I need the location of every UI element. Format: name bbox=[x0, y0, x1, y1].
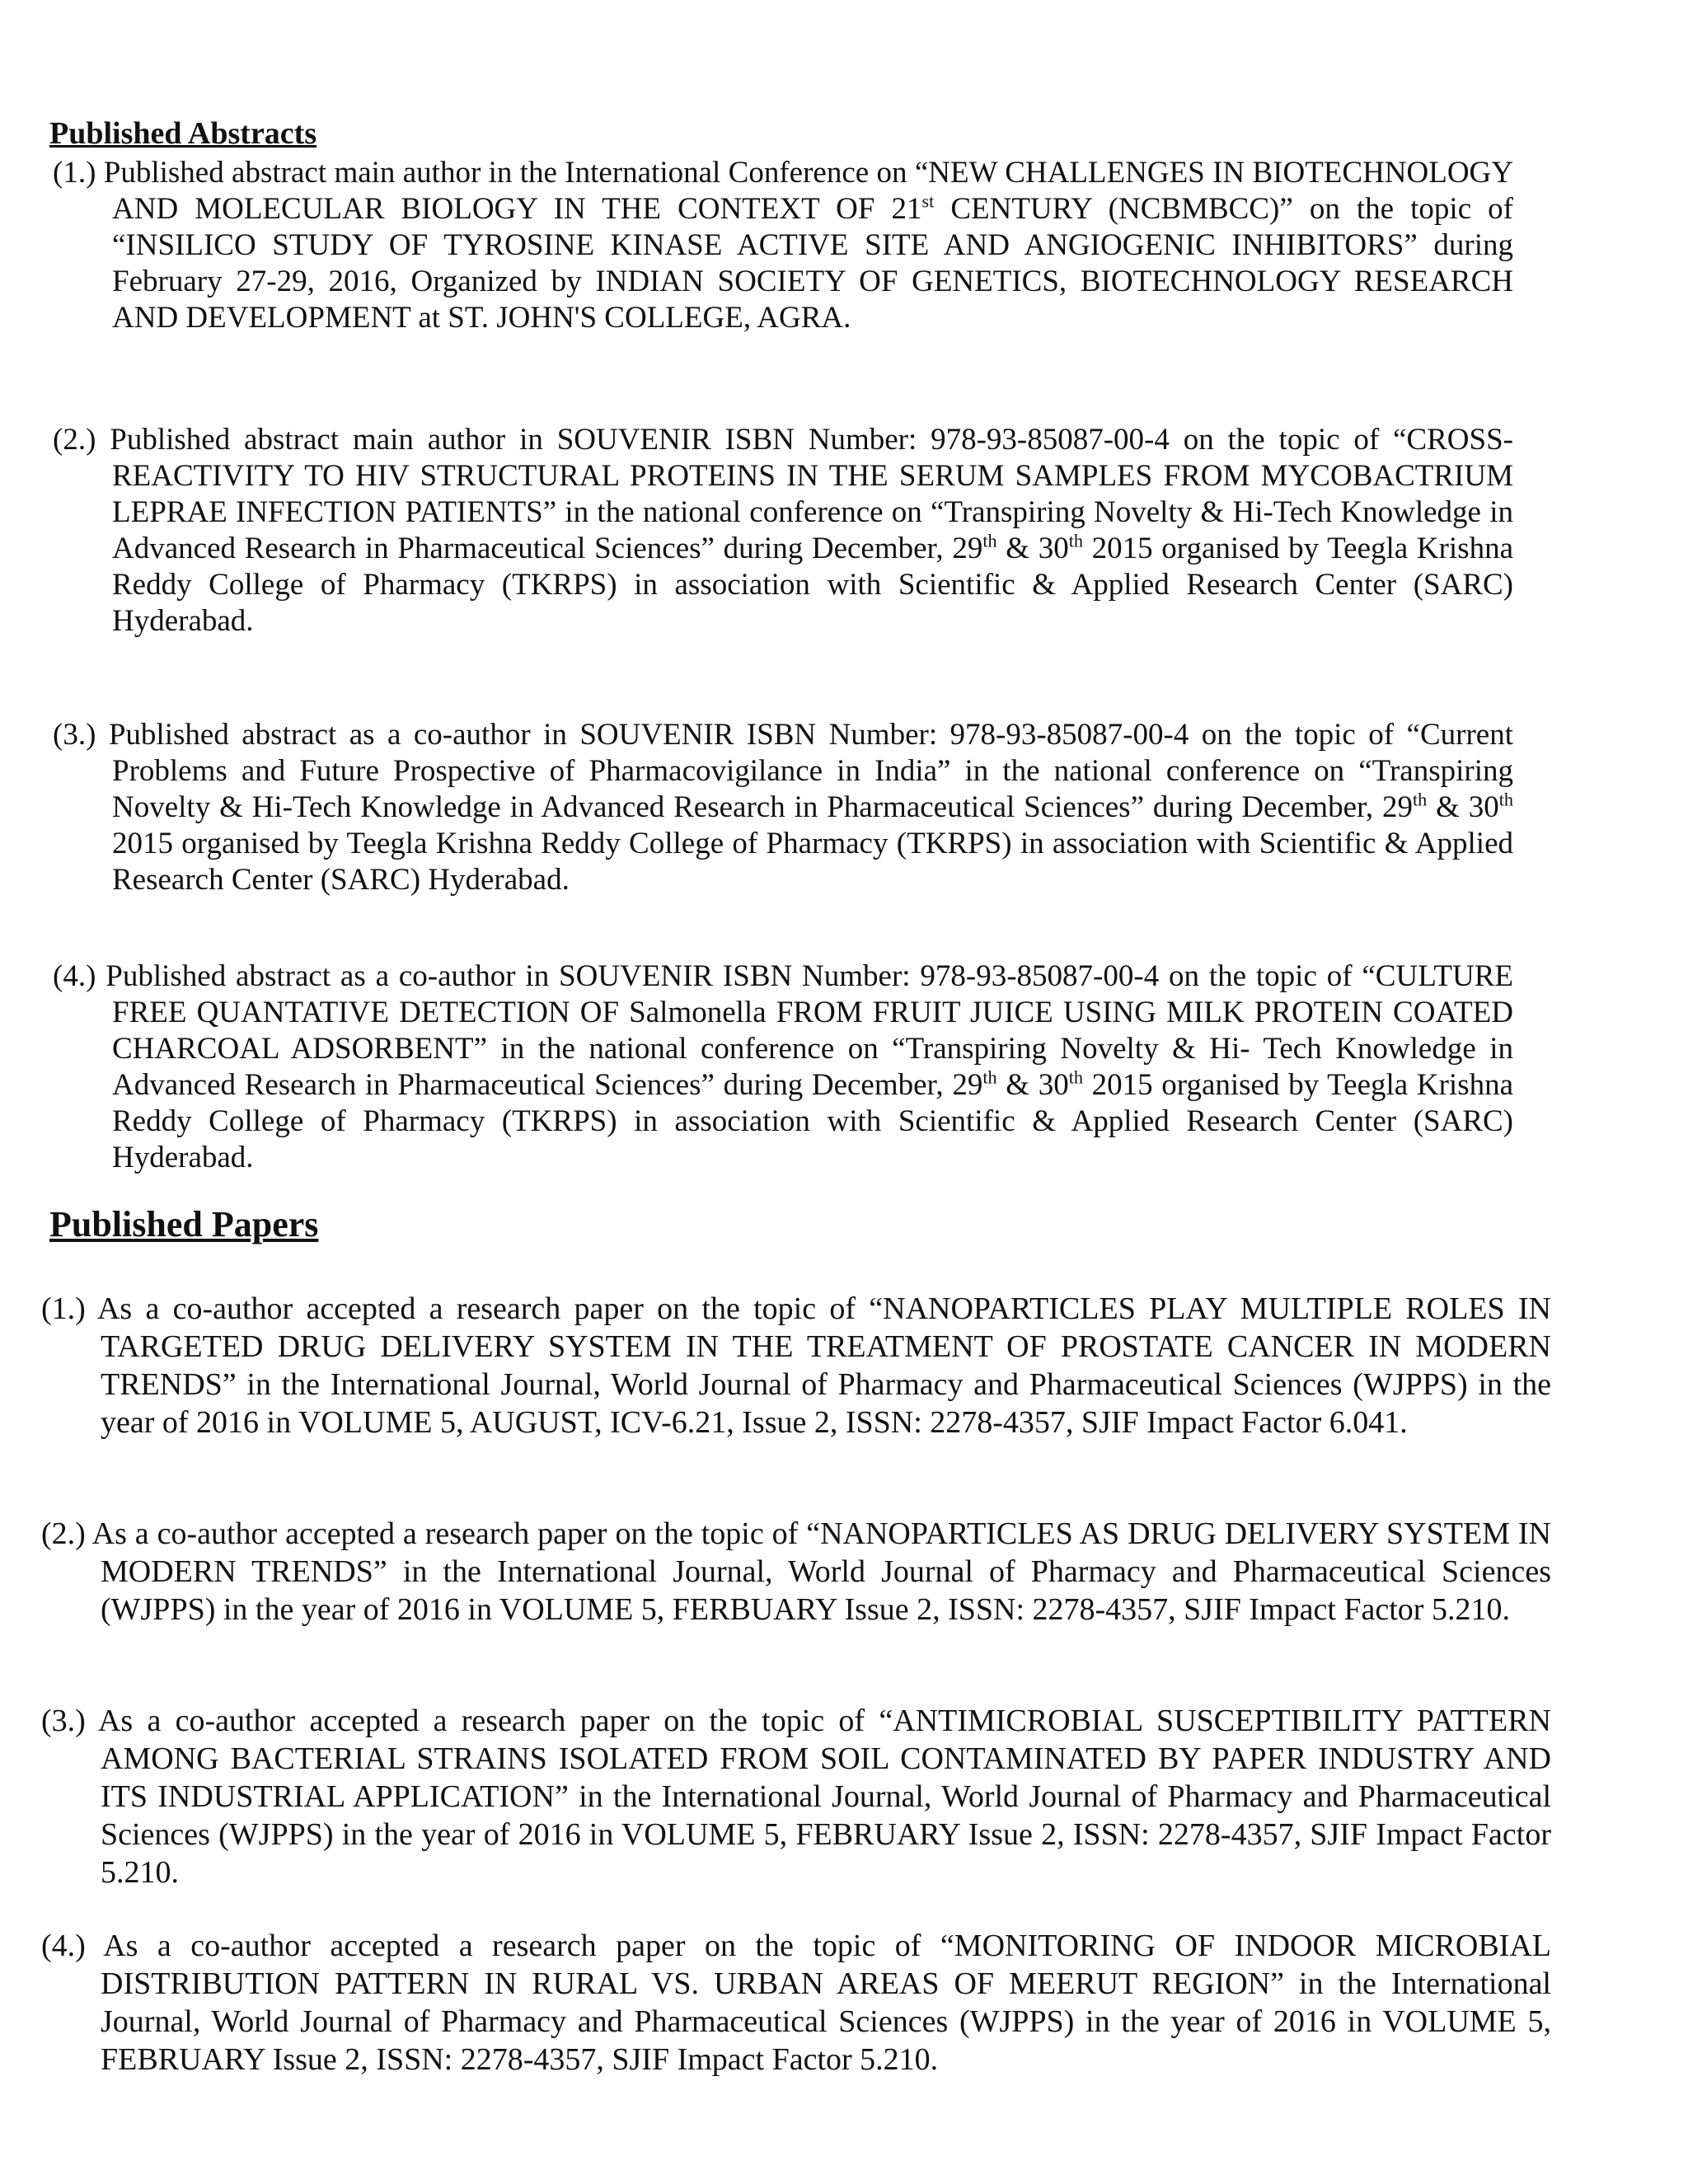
superscript: th bbox=[982, 530, 997, 551]
paper-item bbox=[41, 1515, 1551, 1629]
superscript: th bbox=[982, 1066, 997, 1088]
abstract-number: (4.) bbox=[53, 959, 96, 993]
published-abstracts-heading: Published Abstracts bbox=[49, 116, 317, 151]
superscript: th bbox=[1068, 1066, 1083, 1088]
abstract-number: (2.) bbox=[53, 423, 96, 457]
abstract-item bbox=[53, 958, 1513, 1176]
superscript: th bbox=[1068, 530, 1083, 551]
abstract-number: (3.) bbox=[53, 718, 96, 752]
published-papers-heading: Published Papers bbox=[49, 1204, 319, 1244]
abstract-text: 2015 organised by Teegla Krishna Reddy College of Pharmacy (TKRPS) in association with Scientific & Applied Research Center (SARC) Hyderabad. bbox=[112, 1068, 1514, 1174]
paper-text: As a co-author accepted a research paper on the topic of “ANTIMICROBIAL SUSCEPTIBILITY PATTERN AMONG BACTERIAL STRAINS ISOLATED FROM SOIL CONTAMINATED BY PAPER INDUSTRY AND ITS INDUSTRIAL APPLICATION” in the International Journal, World Journal of Pharmacy and Pharmaceutical Sciences (WJPPS) in the year of 2016 in VOLUME 5, FEBRUARY Issue 2, ISSN: 2278-4357, SJIF Impact Factor 5.210. bbox=[97, 1704, 1551, 1890]
paper-number: (3.) bbox=[41, 1704, 86, 1738]
superscript: st bbox=[921, 190, 935, 212]
superscript: th bbox=[1498, 789, 1514, 810]
abstract-item bbox=[53, 422, 1513, 640]
abstract-item bbox=[53, 717, 1513, 898]
paper-number: (4.) bbox=[41, 1929, 86, 1963]
abstract-item bbox=[53, 155, 1513, 336]
paper-text: As a co-author accepted a research paper on the topic of “NANOPARTICLES PLAY MULTIPLE ROLES IN TARGETED DRUG DELIVERY SYSTEM IN THE TREATMENT OF PROSTATE CANCER IN MODERN TRENDS” in the International Journal, World Journal of Pharmacy and Pharmaceutical Sciences (WJPPS) in the year of 2016 in VOLUME 5, AUGUST, ICV-6.21, Issue 2, ISSN: 2278-4357, SJIF Impact Factor 6.041. bbox=[96, 1291, 1552, 1440]
abstract-text: Published abstract as a co-author in SOUVENIR ISBN Number: 978-93-85087-00-4 on the topic of “CULTURE FREE QUANTATIVE DETECTION OF Salmonella FROM FRUIT JUICE USING MILK PROTEIN COATED CHARCOAL ADSORBENT” in the national conference on “Transpiring Novelty & Hi- Tech Knowledge in Advanced Research in Pharmaceutical Sciences” during December, 29 bbox=[106, 959, 1513, 1102]
paper-number: (2.) bbox=[41, 1516, 86, 1551]
abstract-text: CENTURY (NCBMBCC)” on the topic of “INSILICO STUDY OF TYROSINE KINASE ACTIVE SITE AND ANGIOGENIC INHIBITORS” during February 27-29, 2016, Organized by INDIAN SOCIETY OF GENETICS, BIOTECHNOLOGY RESEARCH AND DEVELOPMENT at ST. JOHN'S COLLEGE, AGRA. bbox=[112, 192, 1513, 335]
paper-item bbox=[41, 1702, 1551, 1891]
paper-item bbox=[41, 1290, 1551, 1441]
abstract-number: (1.) bbox=[53, 156, 96, 190]
paper-text: As a co-author accepted a research paper on the topic of “NANOPARTICLES AS DRUG DELIVERY SYSTEM IN MODERN TRENDS” in the International Journal, World Journal of Pharmacy and Pharmaceutical Sciences (WJPPS) in the year of 2016 in VOLUME 5, FERBUARY Issue 2, ISSN: 2278-4357, SJIF Impact Factor 5.210. bbox=[91, 1516, 1551, 1627]
paper-number: (1.) bbox=[41, 1291, 86, 1326]
abstract-text: & 30 bbox=[1427, 790, 1499, 824]
paper-item bbox=[41, 1927, 1551, 2079]
superscript: th bbox=[1412, 789, 1428, 810]
abstract-text: Published abstract main author in SOUVENIR ISBN Number: 978-93-85087-00-4 on the topic of “CROSS-REACTIVITY TO HIV STRUCTURAL PROTEINS IN THE SERUM SAMPLES FROM MYCOBACTRIUM LEPRAE INFECTION PATIENTS” in the national conference on “Transpiring Novelty & Hi-Tech Knowledge in Advanced Research in Pharmaceutical Sciences” during December, 29 bbox=[110, 423, 1513, 565]
abstract-text: 2015 organised by Teegla Krishna Reddy College of Pharmacy (TKRPS) in association with Scientific & Applied Research Center (SARC) Hyderabad. bbox=[112, 532, 1514, 638]
abstract-text: 2015 organised by Teegla Krishna Reddy College of Pharmacy (TKRPS) in association with Scientific & Applied Research Center (SARC) Hyderabad. bbox=[112, 827, 1513, 897]
abstract-text: Published abstract as a co-author in SOUVENIR ISBN Number: 978-93-85087-00-4 on the topic of “Current Problems and Future Prospective of Pharmacovigilance in India” in the national conference on “Transpiring Novelty & Hi-Tech Knowledge in Advanced Research in Pharmaceutical Sciences” during December, 29 bbox=[108, 718, 1513, 824]
abstract-text: Published abstract main author in the International Conference on “NEW CHALLENGES IN BIOTECHNOLOGY AND MOLECULAR BIOLOGY IN THE CONTEXT OF 21 bbox=[103, 156, 1513, 226]
paper-text: As a co-author accepted a research paper on the topic of “MONITORING OF INDOOR MICROBIAL DISTRIBUTION PATTERN IN RURAL VS. URBAN AREAS OF MEERUT REGION” in the International Journal, World Journal of Pharmacy and Pharmaceutical Sciences (WJPPS) in the year of 2016 in VOLUME 5, FEBRUARY Issue 2, ISSN: 2278-4357, SJIF Impact Factor 5.210. bbox=[101, 1929, 1551, 2077]
abstract-text: & 30 bbox=[996, 1068, 1069, 1102]
abstract-text: & 30 bbox=[996, 532, 1069, 565]
